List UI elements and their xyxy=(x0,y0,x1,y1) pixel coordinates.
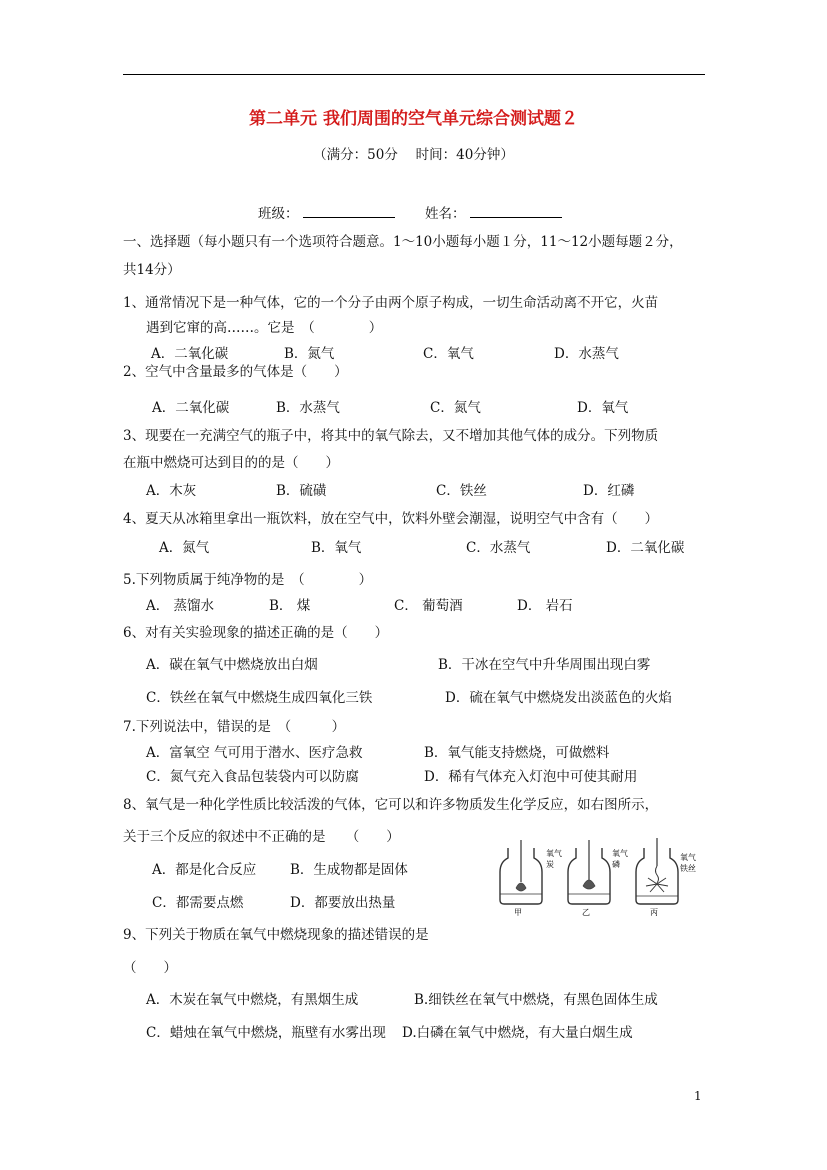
figure-caption-bing: 丙 xyxy=(650,908,658,916)
q8-option-a: A．都是化合反应 xyxy=(152,862,257,878)
combustion-bottles-figure xyxy=(494,836,714,916)
class-blank xyxy=(303,203,395,218)
q3-option-d: D．红磷 xyxy=(583,483,635,499)
q7-stem: 7.下列说法中，错误的是 （ ） xyxy=(123,719,346,735)
q5-stem: 5.下列物质属于纯净物的是 （ ） xyxy=(123,572,373,588)
q7-option-c: C．氮气充入食品包装袋内可以防腐 xyxy=(146,769,359,785)
figure-label-6: 铁丝 xyxy=(680,864,696,873)
name-label: 姓名： xyxy=(425,206,466,222)
q9-stem-cont: （ ） xyxy=(123,960,177,976)
name-blank xyxy=(470,203,562,218)
page-number: 1 xyxy=(694,1089,702,1103)
q7-option-d: D．稀有气体充入灯泡中可使其耐用 xyxy=(424,769,638,785)
q1-stem: 1、通常情况下是一种气体，它的一个分子由两个原子构成，一切生命活动离不开它，火苗 xyxy=(123,295,659,311)
page-title: 第二单元 我们周围的空气单元综合测试题２ xyxy=(249,109,578,129)
q7-option-a: A．富氧空 气可用于潜水、医疗急救 xyxy=(146,745,363,761)
q3-stem-cont: 在瓶中燃烧可达到目的的是（ ） xyxy=(123,455,339,471)
q9-option-c: C．蜡烛在氧气中燃烧，瓶壁有水雾出现 xyxy=(146,1025,386,1041)
q1-option-a: A．二氧化碳 xyxy=(151,346,229,362)
q2-option-b: B．水蒸气 xyxy=(276,400,340,416)
q2-option-a: A．二氧化碳 xyxy=(152,400,230,416)
q3-option-a: A．木灰 xyxy=(146,483,197,499)
bottle-jia xyxy=(500,840,542,904)
q5-option-d: D． 岩石 xyxy=(517,598,573,614)
section-heading-cont: 共14分） xyxy=(123,262,181,278)
q1-option-c: C．氧气 xyxy=(423,346,474,362)
q8-stem-cont: 关于三个反应的叙述中不正确的是 （ ） xyxy=(123,829,400,845)
q1-option-d: D．水蒸气 xyxy=(554,346,619,362)
q9-option-b: B.细铁丝在氧气中燃烧，有黑色固体生成 xyxy=(414,992,658,1008)
q8-stem: 8、氧气是一种化学性质比较活泼的气体，它可以和许多物质发生化学反应，如右图所示， xyxy=(123,797,659,813)
class-field xyxy=(258,203,395,223)
q6-option-d: D．硫在氧气中燃烧发出淡蓝色的火焰 xyxy=(445,690,672,706)
q6-option-a: A．碳在氧气中燃烧放出白烟 xyxy=(146,657,318,673)
q4-option-c: C．水蒸气 xyxy=(466,540,531,556)
bottle-yi xyxy=(568,840,610,904)
q1-option-b: B．氮气 xyxy=(284,346,335,362)
q9-option-d: D.白磷在氧气中燃烧，有大量白烟生成 xyxy=(402,1025,633,1041)
page-subtitle: （满分：50分 时间：40分钟） xyxy=(313,147,514,163)
q5-option-a: A． 蒸馏水 xyxy=(146,598,215,614)
q2-option-d: D．氧气 xyxy=(577,400,629,416)
q7-option-b: B．氧气能支持燃烧，可做燃料 xyxy=(424,745,610,761)
header-rule xyxy=(123,74,705,75)
figure-label-5: 氧气 xyxy=(680,853,696,862)
section-heading: 一、选择题（每小题只有一个选项符合题意。1～10小题每小题１分，11～12小题每题２分， xyxy=(123,234,683,250)
q9-option-a: A．木炭在氧气中燃烧，有黑烟生成 xyxy=(146,992,359,1008)
q6-option-b: B．干冰在空气中升华周围出现白雾 xyxy=(438,657,651,673)
q5-option-b: B． 煤 xyxy=(269,598,311,614)
figure-label-4: 磷 xyxy=(612,860,620,869)
q4-option-d: D．二氧化碳 xyxy=(606,540,685,556)
q4-option-b: B．氧气 xyxy=(311,540,362,556)
bottle-bing xyxy=(636,838,678,904)
figure-label-3: 氧气 xyxy=(612,849,628,858)
figure-label-1: 氧气 xyxy=(546,849,562,858)
q8-option-b: B．生成物都是固体 xyxy=(290,862,408,878)
q2-stem: 2、空气中含量最多的气体是（ ） xyxy=(123,364,348,380)
q2-option-c: C．氮气 xyxy=(430,400,481,416)
q4-option-a: A．氮气 xyxy=(159,540,210,556)
figure-label-2: 炭 xyxy=(546,860,554,869)
q4-stem: 4、夏天从冰箱里拿出一瓶饮料，放在空气中，饮料外壁会潮湿，说明空气中含有（ ） xyxy=(123,511,659,527)
q1-stem-cont: 遇到它窜的高……。它是 （ ） xyxy=(146,320,383,336)
figure-caption-yi: 乙 xyxy=(582,908,590,916)
q9-stem: 9、下列关于物质在氧气中燃烧现象的描述错误的是 xyxy=(123,927,429,943)
q6-stem: 6、对有关实验现象的描述正确的是（ ） xyxy=(123,625,389,641)
name-field xyxy=(425,203,562,223)
q3-option-b: B．硫磺 xyxy=(276,483,327,499)
q8-option-c: C．都需要点燃 xyxy=(152,895,244,911)
q3-option-c: C．铁丝 xyxy=(436,483,487,499)
q3-stem: 3、现要在一充满空气的瓶子中，将其中的氧气除去，又不增加其他气体的成分。下列物质 xyxy=(123,428,659,444)
q8-option-d: D．都要放出热量 xyxy=(290,895,396,911)
q5-option-c: C． 葡萄酒 xyxy=(394,598,463,614)
figure-caption-jia: 甲 xyxy=(514,908,522,916)
q6-option-c: C．铁丝在氧气中燃烧生成四氧化三铁 xyxy=(146,690,373,706)
class-label: 班级： xyxy=(258,206,299,222)
